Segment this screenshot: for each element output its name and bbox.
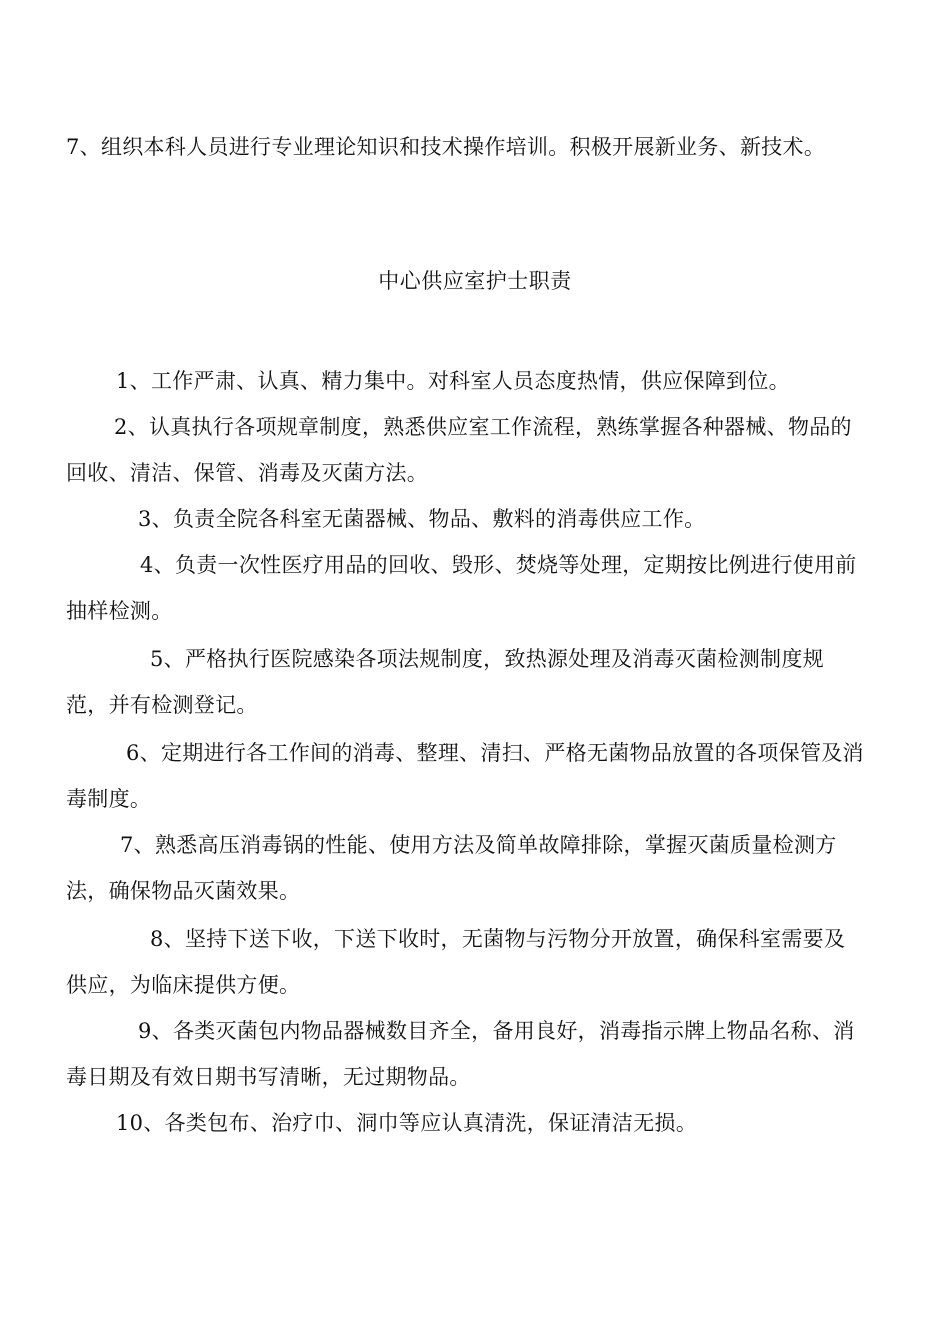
duty-item-6: 6、定期进行各工作间的消毒、整理、清扫、严格无菌物品放置的各项保管及消毒制度。 [66,741,864,811]
duty-item-2: 2、认真执行各项规章制度，熟悉供应室工作流程，熟练掌握各种器械、物品的回收、清洁、保管、消毒及灭菌方法。 [66,415,852,485]
duty-item-7: 7、熟悉高压消毒锅的性能、使用方法及简单故障排除，掌握灭菌质量检测方法，确保物品灭菌效果。 [66,833,837,903]
section-title: 中心供应室护士职责 [378,269,572,293]
duty-item-5: 5、严格执行医院感染各项法规制度，致热源处理及消毒灭菌检测制度规范，并有检测登记。 [66,647,824,717]
intro-paragraph: 7、组织本科人员进行专业理论知识和技术操作培训。积极开展新业务、新技术。 [66,135,826,159]
duty-item-4: 4、负责一次性医疗用品的回收、毁形、焚烧等处理，定期按比例进行使用前抽样检测。 [66,553,857,623]
duty-item-1: 1、工作严肃、认真、精力集中。对科室人员态度热情，供应保障到位。 [116,369,790,393]
duty-item-3: 3、负责全院各科室无菌器械、物品、敷料的消毒供应工作。 [138,507,706,531]
duty-item-10: 10、各类包布、治疗巾、洞巾等应认真清洗，保证清洁无损。 [116,1111,698,1135]
duty-item-8: 8、坚持下送下收，下送下收时，无菌物与污物分开放置，确保科室需要及供应，为临床提供方便。 [66,927,846,997]
duty-item-9: 9、各类灭菌包内物品器械数目齐全，备用良好，消毒指示牌上物品名称、消毒日期及有效日期书写清晰，无过期物品。 [66,1019,855,1089]
